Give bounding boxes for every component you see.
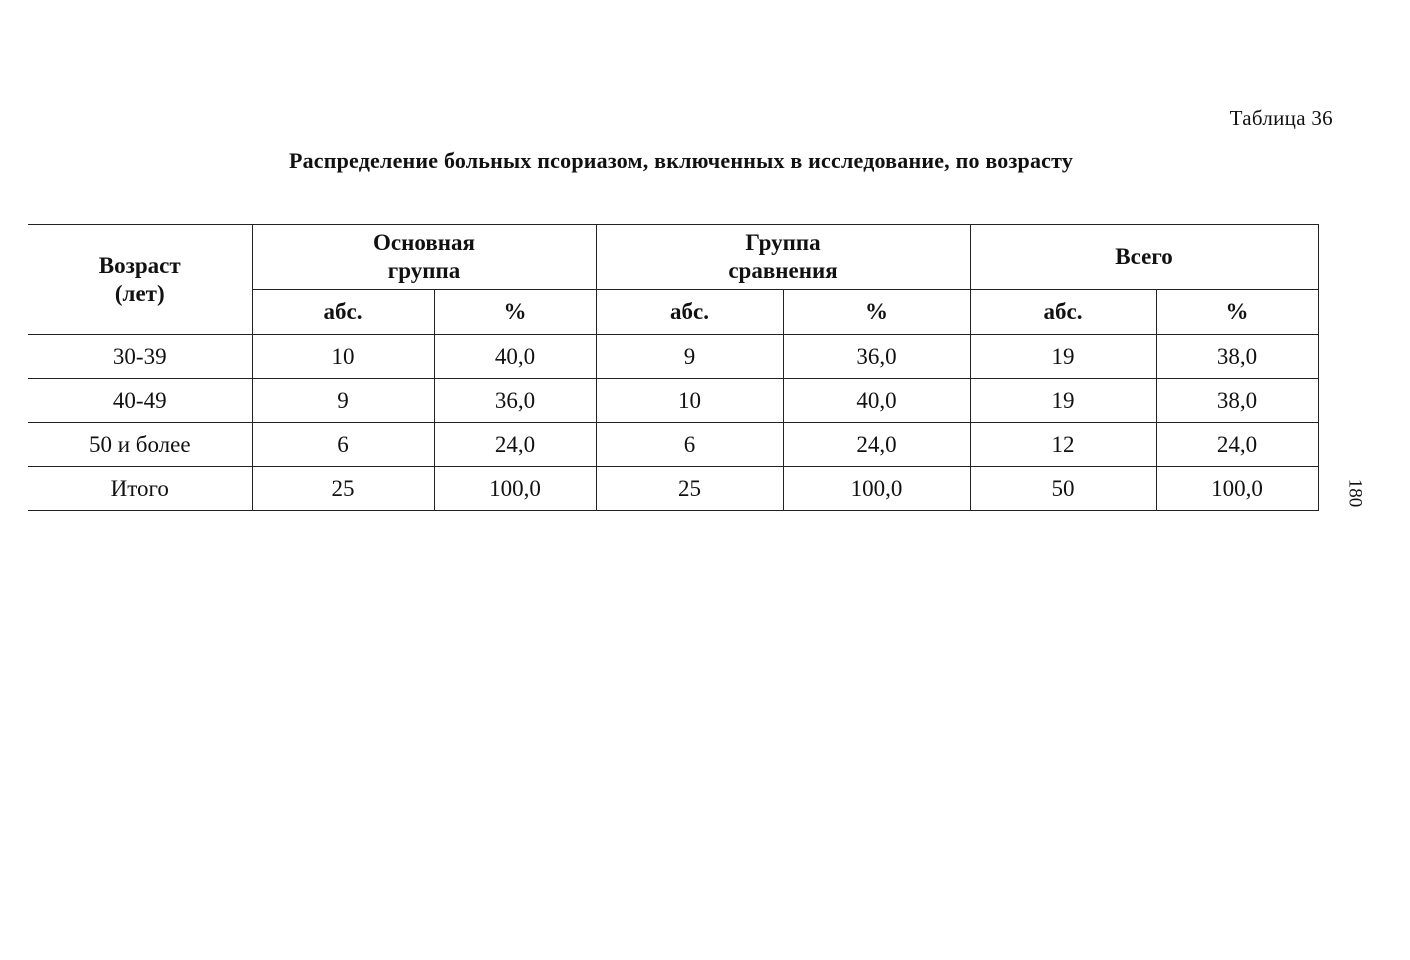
table-cell: 40,0 [783,379,970,423]
table-cell: 24,0 [1156,423,1318,467]
age-distribution-table [28,224,1319,511]
table-row [28,423,1318,467]
table-row-total [28,467,1318,511]
table-cell: 38,0 [1156,379,1318,423]
page-number: 180 [1344,478,1366,508]
age-cell: 40-49 [28,379,252,423]
table-cell: 36,0 [434,379,596,423]
table-cell: 19 [970,335,1156,379]
table-cell: 36,0 [783,335,970,379]
subheader-abs: абс. [252,290,434,335]
table-cell: 19 [970,379,1156,423]
subheader-abs: абс. [970,290,1156,335]
table-cell: 9 [252,379,434,423]
group-header-total-label: Всего [1115,244,1173,270]
group-header-comparison-line1: Группа [745,230,821,256]
table-row [28,379,1318,423]
table-cell: 100,0 [1156,467,1318,511]
table-cell: 24,0 [783,423,970,467]
table-cell: 24,0 [434,423,596,467]
subheader-percent: % [434,290,596,335]
table-cell: 10 [596,379,783,423]
table-cell: 40,0 [434,335,596,379]
group-header-main-line2: группа [387,258,461,283]
table-label: Таблица 36 [1229,106,1333,130]
group-header-comparison [596,225,970,290]
table-cell: 10 [252,335,434,379]
age-cell: 50 и более [28,423,252,467]
table-cell: 38,0 [1156,335,1318,379]
table-row [28,335,1318,379]
subheader-percent: % [1156,290,1318,335]
age-column-header [28,225,252,335]
table-title: Распределение больных псориазом, включенных в исследование, по возрасту [288,148,1074,173]
age-cell: 30-39 [28,335,252,379]
group-header-main [252,225,596,290]
group-header-main-line1: Основная [373,230,475,256]
age-header-line2: (лет) [114,280,165,306]
table-cell: 50 [970,467,1156,511]
group-header-comparison-line2: сравнения [728,258,838,283]
table-cell: 25 [252,467,434,511]
subheader-abs: абс. [596,290,783,335]
table-cell: 100,0 [783,467,970,511]
table-cell: 25 [596,467,783,511]
table-cell: 6 [596,423,783,467]
age-cell: Итого [28,467,252,511]
table-cell: 6 [252,423,434,467]
table-cell: 12 [970,423,1156,467]
header-row-groups [28,225,1318,290]
subheader-percent: % [783,290,970,335]
age-header-line1: Возраст [98,252,181,278]
group-header-total [970,225,1318,290]
table-cell: 9 [596,335,783,379]
table-cell: 100,0 [434,467,596,511]
